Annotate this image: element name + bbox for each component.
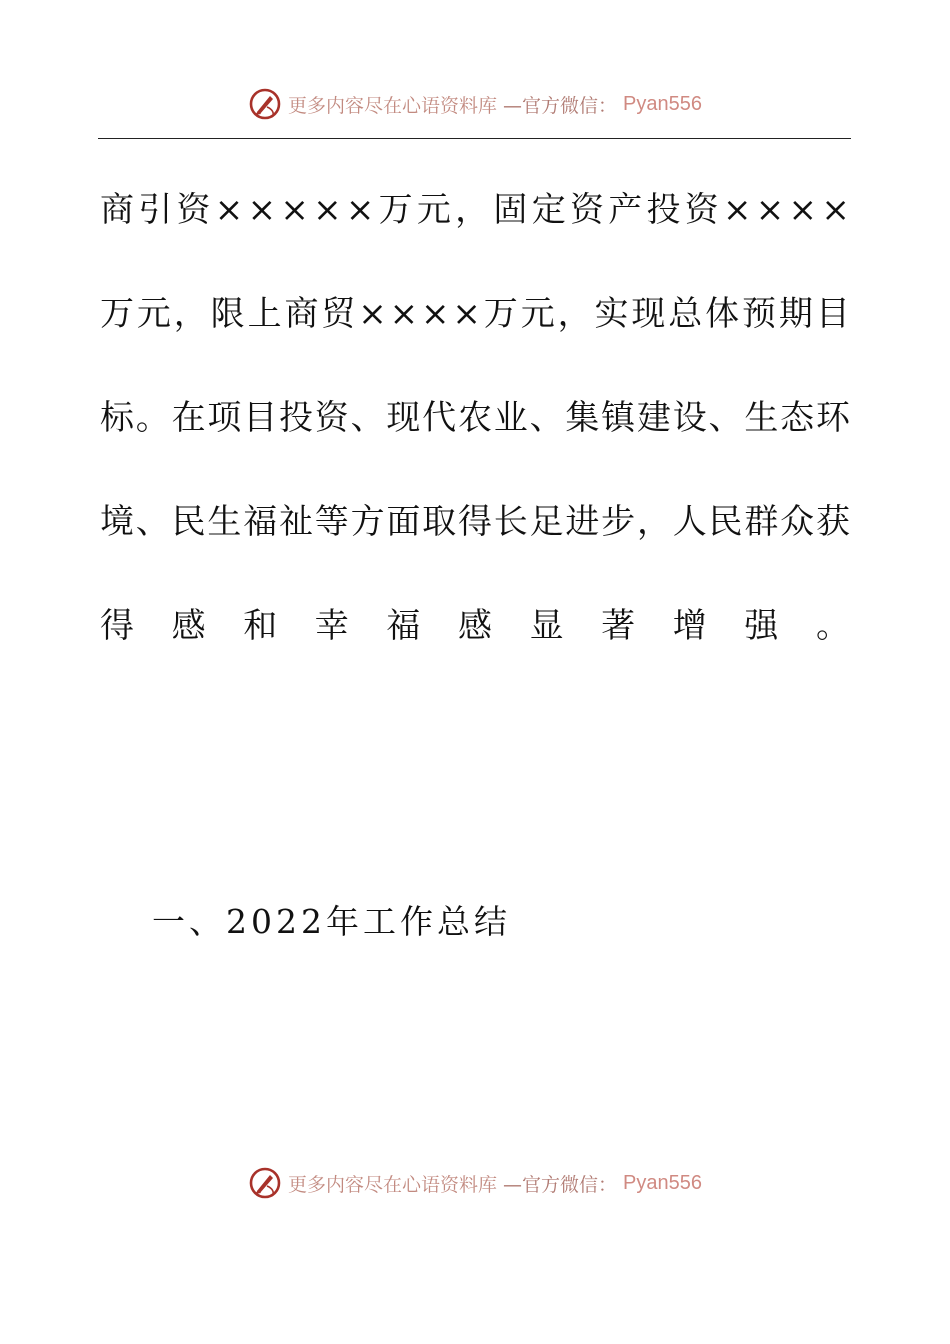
header-divider	[98, 138, 851, 139]
header-brand	[0, 84, 950, 124]
brand-wechat-id: Pyan556	[623, 92, 702, 115]
brand-wechat-id: Pyan556	[623, 1171, 702, 1194]
body-line: 万 元 ， 限 上 商 贸 × × × × 万 元 ， 实 现 总 体 预 期 目	[100, 294, 850, 334]
brand-name: 更多内容尽在心语资料库	[288, 94, 498, 117]
body-line: 得 感 和 幸 福 感 显 著 增 强 。	[100, 606, 850, 646]
brand-separator: —官方微信：	[503, 1173, 618, 1196]
brand-name: 更多内容尽在心语资料库	[288, 1173, 498, 1196]
quill-pen-logo-icon	[248, 87, 282, 121]
footer-brand	[0, 1163, 950, 1203]
body-line: 境 、 民 生 福 祉 等 方 面 取 得 长 足 进 步 ， 人 民 群 众 获	[100, 502, 850, 542]
body-line: 商 引 资 × × × × × 万 元 ， 固 定 资 产 投 资 × × × ×	[100, 190, 850, 230]
brand-separator: —官方微信：	[503, 94, 618, 117]
body-line: 标 。 在 项 目 投 资 、 现 代 农 业 、 集 镇 建 设 、 生 态 环	[100, 398, 850, 438]
section-heading: 一、2022年工作总结	[152, 902, 511, 941]
body-paragraph	[100, 180, 850, 700]
quill-pen-logo-icon	[248, 1166, 282, 1200]
